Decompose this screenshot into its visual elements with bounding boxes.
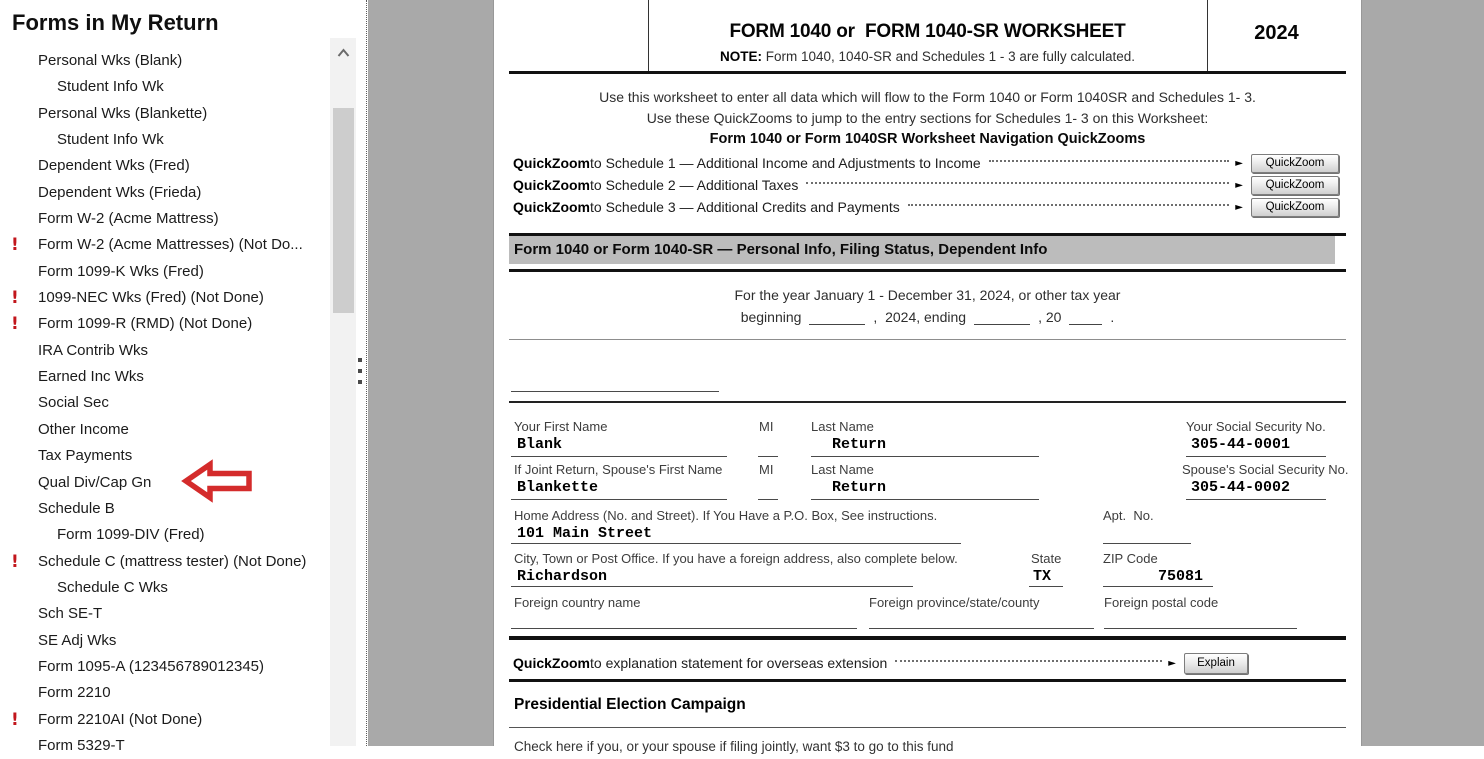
sidebar-scrollbar-thumb[interactable] — [333, 108, 354, 313]
intro-line-2: Use these QuickZooms to jump to the entry sections for Schedules 1- 3 on this Worksheet: — [646, 110, 1209, 126]
form-list-item-label: Form 2210 — [38, 684, 111, 702]
dotted-leader — [806, 182, 1229, 184]
dotted-leader — [908, 204, 1230, 206]
spouse-ssn-underline — [1186, 499, 1326, 500]
form-list-item[interactable] — [0, 496, 332, 522]
explain-text: to explanation statement for overseas extension — [590, 655, 888, 671]
last-name-underline — [811, 456, 1039, 457]
form-list-item-label: 1099-NEC Wks (Fred) (Not Done) — [38, 289, 264, 307]
form-list-item[interactable] — [0, 180, 332, 206]
ssn-value[interactable]: 305-44-0001 — [1191, 436, 1291, 453]
worksheet-title: FORM 1040 or FORM 1040-SR WORKSHEET — [729, 21, 1126, 42]
form-list-item-label: Dependent Wks (Frieda) — [38, 183, 202, 201]
period: . — [1110, 309, 1115, 325]
state-value[interactable]: TX — [1033, 568, 1052, 585]
first-name-underline — [511, 456, 727, 457]
foreign-postal-label: Foreign postal code — [1104, 595, 1219, 610]
form-list-item-label: IRA Contrib Wks — [38, 341, 149, 359]
section-divider — [509, 401, 1346, 403]
mid-label: , 2024, ending — [873, 309, 967, 325]
state-label: State — [1031, 551, 1062, 566]
spouse-mi-label: MI — [759, 462, 774, 477]
form-list-item[interactable] — [0, 232, 332, 258]
form-list-item-label: Form W-2 (Acme Mattress) — [38, 210, 219, 228]
spouse-ssn-label: Spouse's Social Security No. — [1182, 462, 1349, 477]
not-done-flag-icon: ! — [11, 314, 19, 335]
form-list-item[interactable] — [0, 680, 332, 706]
pane-splitter[interactable] — [356, 0, 368, 746]
form-list-item-label: Schedule B — [38, 499, 115, 517]
form-list-item[interactable] — [0, 443, 332, 469]
ending-year-field[interactable] — [1069, 311, 1102, 325]
form-list-item-label: Personal Wks (Blank) — [38, 52, 183, 69]
form-list-item[interactable] — [0, 259, 332, 285]
worksheet-note — [648, 49, 1207, 64]
spouse-last-name-underline — [811, 499, 1039, 500]
presidential-heading: Presidential Election Campaign — [514, 696, 746, 713]
form-list-item-label: Form W-2 (Acme Mattresses) (Not Do... — [38, 236, 303, 254]
form-list-item[interactable] — [0, 549, 332, 575]
dotted-leader — [989, 160, 1230, 162]
city-underline — [511, 586, 913, 587]
arrow-right-icon: ► — [1168, 657, 1176, 669]
form-list-item[interactable] — [0, 470, 332, 496]
form-list-item[interactable] — [0, 522, 332, 548]
quickzoom-row — [513, 174, 1339, 196]
intro-line-1: Use this worksheet to enter all data which will flow to the Form 1040 or Form 1040SR and Schedules 1- 3. — [599, 89, 1256, 105]
home-address-underline — [511, 543, 961, 544]
form-list-item[interactable] — [0, 285, 332, 311]
form-list-item-label: Social Sec — [38, 394, 109, 412]
form-list-item[interactable] — [0, 390, 332, 416]
spouse-first-name-label: If Joint Return, Spouse's First Name — [514, 462, 723, 477]
form-list-item[interactable] — [0, 628, 332, 654]
form-list-item-label: SE Adj Wks — [38, 631, 117, 649]
quickzoom-rows — [513, 152, 1339, 218]
ssn-underline — [1186, 456, 1326, 457]
arrow-right-icon: ► — [1235, 157, 1243, 169]
arrow-right-icon: ► — [1235, 179, 1243, 191]
form-list-item-label: Personal Wks (Blankette) — [38, 104, 208, 122]
not-done-flag-icon: ! — [11, 288, 19, 309]
form-list-item-label: Student Info Wk — [57, 78, 164, 96]
quickzoom-button[interactable]: QuickZoom — [1251, 198, 1339, 217]
spouse-last-name-label: Last Name — [811, 462, 874, 477]
form-list-item-label: Sch SE-T — [38, 605, 103, 623]
apt-field[interactable] — [1103, 543, 1191, 544]
form-list-item[interactable] — [0, 153, 332, 179]
home-address-value[interactable]: 101 Main Street — [517, 525, 653, 542]
form-list-item-label: Schedule C (mattress tester) (Not Done) — [38, 552, 307, 570]
explain-prefix: QuickZoom — [513, 655, 591, 671]
nav-quickzooms-heading: Form 1040 or Form 1040SR Worksheet Navigation QuickZooms — [709, 131, 1146, 147]
tax-year-beginning-row — [509, 309, 1346, 325]
sidebar-title: Forms in My Return — [12, 10, 219, 35]
spouse-last-name-value[interactable]: Return — [832, 479, 887, 496]
form-list-item-label: Schedule C Wks — [57, 578, 168, 596]
form-list-item-label: Form 2210AI (Not Done) — [38, 710, 203, 728]
form-list-item[interactable] — [0, 417, 332, 443]
quickzoom-text: to Schedule 2 — Additional Taxes — [590, 177, 799, 193]
arrow-right-icon: ► — [1235, 201, 1243, 213]
splitter-grip-icon[interactable] — [358, 358, 363, 384]
quickzoom-text: to Schedule 1 — Additional Income and Adjustments to Income — [590, 155, 981, 171]
zip-label: ZIP Code — [1103, 551, 1158, 566]
note-text: Form 1040, 1040-SR and Schedules 1 - 3 are fully calculated. — [762, 49, 1135, 64]
quickzoom-prefix: QuickZoom — [513, 177, 591, 193]
section-rule — [509, 679, 1346, 682]
foreign-postal-field[interactable] — [1104, 628, 1297, 629]
form-list-item-label: Tax Payments — [38, 447, 133, 465]
form-list-item[interactable] — [0, 364, 332, 390]
last-name-label: Last Name — [811, 419, 874, 434]
first-name-value[interactable]: Blank — [517, 436, 563, 453]
quickzoom-prefix: QuickZoom — [513, 199, 591, 215]
ending-date-field[interactable] — [974, 311, 1030, 325]
quickzoom-text: to Schedule 3 — Additional Credits and Payments — [590, 199, 900, 215]
first-name-label: Your First Name — [514, 419, 608, 434]
quickzoom-row — [513, 152, 1339, 174]
explain-button[interactable]: Explain — [1184, 653, 1248, 674]
state-underline — [1029, 586, 1063, 587]
dotted-leader — [895, 660, 1162, 662]
form-list-item[interactable] — [0, 601, 332, 627]
form-list-item-label: Form 1099-DIV (Fred) — [57, 526, 205, 544]
scroll-up-icon[interactable] — [337, 48, 350, 58]
zip-value[interactable]: 75081 — [1158, 568, 1204, 585]
band-rule-bottom — [509, 269, 1346, 272]
header-rule — [509, 71, 1346, 74]
mi-label: MI — [759, 419, 774, 434]
red-arrow-icon — [182, 461, 253, 501]
spouse-first-name-underline — [511, 499, 727, 500]
tax-year-line: For the year January 1 - December 31, 2024, or other tax year — [734, 287, 1121, 303]
quickzoom-button[interactable]: QuickZoom — [1251, 154, 1339, 173]
forms-sidebar — [0, 0, 332, 754]
not-done-flag-icon: ! — [11, 551, 19, 572]
double-rule — [509, 636, 1346, 640]
apt-label: Apt. No. — [1103, 508, 1154, 523]
beginning-label: beginning — [740, 309, 802, 325]
form-list-item-label: Other Income — [38, 420, 129, 438]
quickzoom-prefix: QuickZoom — [513, 155, 591, 171]
splitter-divider — [366, 0, 367, 746]
beginning-date-field[interactable] — [809, 311, 865, 325]
foreign-country-field[interactable] — [511, 628, 857, 629]
form-list-item[interactable] — [0, 127, 332, 153]
note-label: NOTE: — [720, 49, 763, 64]
form-list-item-label: Student Info Wk — [57, 131, 164, 149]
foreign-country-label: Foreign country name — [514, 595, 641, 610]
explain-quickzoom-row — [513, 651, 1248, 675]
form-list-item[interactable] — [0, 733, 332, 759]
not-done-flag-icon: ! — [11, 709, 19, 730]
thin-rule — [509, 339, 1346, 340]
home-address-label: Home Address (No. and Street). If You Have a P.O. Box, See instructions. — [514, 508, 938, 523]
form-list-item[interactable] — [0, 654, 332, 680]
form-list-item[interactable] — [0, 74, 332, 100]
section-header: Form 1040 or Form 1040-SR — Personal Info, Filing Status, Dependent Info — [509, 236, 1335, 264]
forms-list — [0, 48, 332, 759]
zip-underline — [1103, 586, 1213, 587]
spouse-mi-field[interactable] — [758, 499, 778, 500]
form-list-item[interactable] — [0, 101, 332, 127]
quickzoom-row — [513, 196, 1339, 218]
tail-label: , 20 — [1038, 309, 1062, 325]
spouse-ssn-value[interactable]: 305-44-0002 — [1191, 479, 1291, 496]
last-name-value[interactable]: Return — [832, 436, 887, 453]
city-label: City, Town or Post Office. If you have a foreign address, also complete below. — [514, 551, 958, 566]
form-list-item-label: Form 5329-T — [38, 736, 125, 754]
tax-year-badge: 2024 — [1254, 22, 1299, 44]
blank-field-line[interactable] — [511, 391, 719, 392]
form-list-item-label: Form 1099-R (RMD) (Not Done) — [38, 315, 253, 333]
form-list-item-label: Earned Inc Wks — [38, 368, 144, 386]
form-list-item-label: Form 1095-A (123456789012345) — [38, 657, 264, 675]
form-list-item[interactable] — [0, 575, 332, 601]
form-list-item-label: Qual Div/Cap Gn — [38, 473, 152, 491]
foreign-province-field[interactable] — [869, 628, 1094, 629]
not-done-flag-icon: ! — [11, 235, 19, 256]
ssn-label: Your Social Security No. — [1186, 419, 1326, 434]
quickzoom-button[interactable]: QuickZoom — [1251, 176, 1339, 195]
form-list-item[interactable] — [0, 48, 332, 74]
city-value[interactable]: Richardson — [517, 568, 608, 585]
mi-field[interactable] — [758, 456, 778, 457]
spouse-first-name-value[interactable]: Blankette — [517, 479, 599, 496]
presidential-partial-text: Check here if you, or your spouse if filing jointly, want $3 to go to this fund — [514, 739, 954, 754]
form-list-item-label: Form 1099-K Wks (Fred) — [38, 262, 204, 280]
form-list-item[interactable] — [0, 206, 332, 232]
form-list-item-label: Dependent Wks (Fred) — [38, 157, 190, 175]
foreign-province-label: Foreign province/state/county — [869, 595, 1040, 610]
form-list-item[interactable] — [0, 707, 332, 733]
form-list-item[interactable] — [0, 311, 332, 337]
form-list-item[interactable] — [0, 338, 332, 364]
form-1040-worksheet-page — [493, 0, 1362, 754]
presidential-rule — [509, 727, 1346, 728]
